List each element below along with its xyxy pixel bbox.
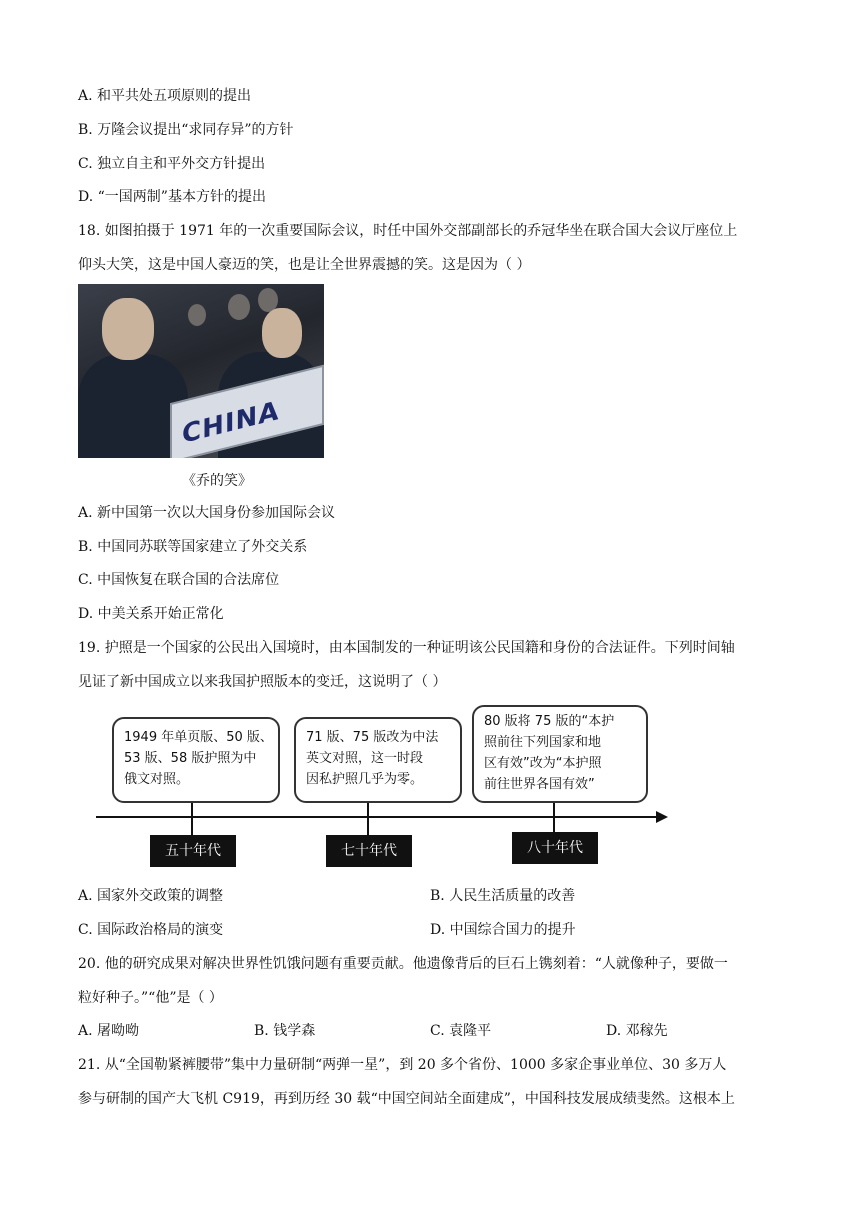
q17-option-c: C. 独立自主和平外交方针提出 — [78, 156, 266, 172]
q18-option-c: C. 中国恢复在联合国的合法席位 — [78, 572, 280, 588]
china-nameplate-text: CHINA — [182, 395, 280, 451]
q19-option-d: D. 中国综合国力的提升 — [430, 922, 576, 938]
bubble3-line3: 区有效”改为“本护照 — [484, 756, 602, 771]
photo-caption: 《乔的笑》 — [182, 473, 252, 489]
q21-stem-line1: 21. 从“全国勒紧裤腰带”集中力量研制“两弹一星”，到 20 多个省份、1000 多家企事业单位、30 多万人 — [78, 1057, 727, 1073]
q19-stem-line2: 见证了新中国成立以来我国护照版本的变迁，这说明了（ ） — [78, 674, 447, 690]
q19-stem-line1: 19. 护照是一个国家的公民出入国境时，由本国制发的一种证明该公民国籍和身份的合法证件。下列时间轴 — [78, 640, 735, 656]
q18-stem-line1: 18. 如图拍摄于 1971 年的一次重要国际会议，时任中国外交部副部长的乔冠华坐在联合国大会议厅座位上 — [78, 223, 738, 239]
bubble3-line4: 前往世界各国有效” — [484, 777, 595, 792]
bubble3-line2: 照前往下列国家和地 — [484, 735, 602, 750]
bubble1-line1: 1949 年单页版、50 版、 — [124, 730, 273, 745]
qiao-laugh-photo — [78, 284, 324, 458]
q20-option-c: C. 袁隆平 — [430, 1023, 492, 1039]
q18-option-b: B. 中国同苏联等国家建立了外交关系 — [78, 539, 308, 555]
q20-option-b: B. 钱学森 — [254, 1023, 316, 1039]
timeline-tick-3 — [553, 803, 555, 833]
timeline-bubble-1980s — [472, 705, 648, 803]
q18-stem-line2: 仰头大笑，这是中国人豪迈的笑，也是让全世界震撼的笑。这是因为（ ） — [78, 257, 531, 273]
q18-option-a: A. 新中国第一次以大国身份参加国际会议 — [78, 505, 336, 521]
bubble1-line2: 53 版、58 版护照为中 — [124, 751, 257, 766]
q20-stem-line1: 20. 他的研究成果对解决世界性饥饿问题有重要贡献。他遗像背后的巨石上镌刻着：“人就像种子，要做一 — [78, 956, 728, 972]
era-label-50s: 五十年代 — [150, 835, 236, 867]
bubble2-line1: 71 版、75 版改为中法 — [306, 730, 439, 745]
q20-option-a: A. 屠呦呦 — [78, 1023, 140, 1039]
q20-stem-line2: 粒好种子。”“他”是（ ） — [78, 990, 223, 1006]
era-label-80s: 八十年代 — [512, 832, 598, 864]
q19-option-a: A. 国家外交政策的调整 — [78, 888, 224, 904]
bubble3-line1: 80 版将 75 版的“本护 — [484, 714, 615, 729]
q21-stem-line2: 参与研制的国产大飞机 C919，再到历经 30 载“中国空间站全面建成”，中国科技发展成绩斐然。这根本上 — [78, 1091, 735, 1107]
q17-option-d: D. “一国两制”基本方针的提出 — [78, 189, 266, 205]
timeline-axis — [96, 816, 658, 818]
timeline-bubble-1950s — [112, 717, 280, 803]
timeline-arrow-icon — [656, 811, 668, 823]
era-label-70s: 七十年代 — [326, 835, 412, 867]
bubble2-line3: 因私护照几乎为零。 — [306, 772, 424, 787]
timeline-bubble-1970s — [294, 717, 462, 803]
q17-option-a: A. 和平共处五项原则的提出 — [78, 88, 252, 104]
bubble1-line3: 俄文对照。 — [124, 772, 190, 787]
q19-option-b: B. 人民生活质量的改善 — [430, 888, 576, 904]
timeline-tick-2 — [367, 803, 369, 835]
bubble2-line2: 英文对照，这一时段 — [306, 751, 424, 766]
q17-option-b: B. 万隆会议提出“求同存异”的方针 — [78, 122, 294, 138]
timeline-tick-1 — [191, 803, 193, 835]
q19-option-c: C. 国际政治格局的演变 — [78, 922, 224, 938]
q20-option-d: D. 邓稼先 — [606, 1023, 668, 1039]
q18-option-d: D. 中美关系开始正常化 — [78, 606, 224, 622]
